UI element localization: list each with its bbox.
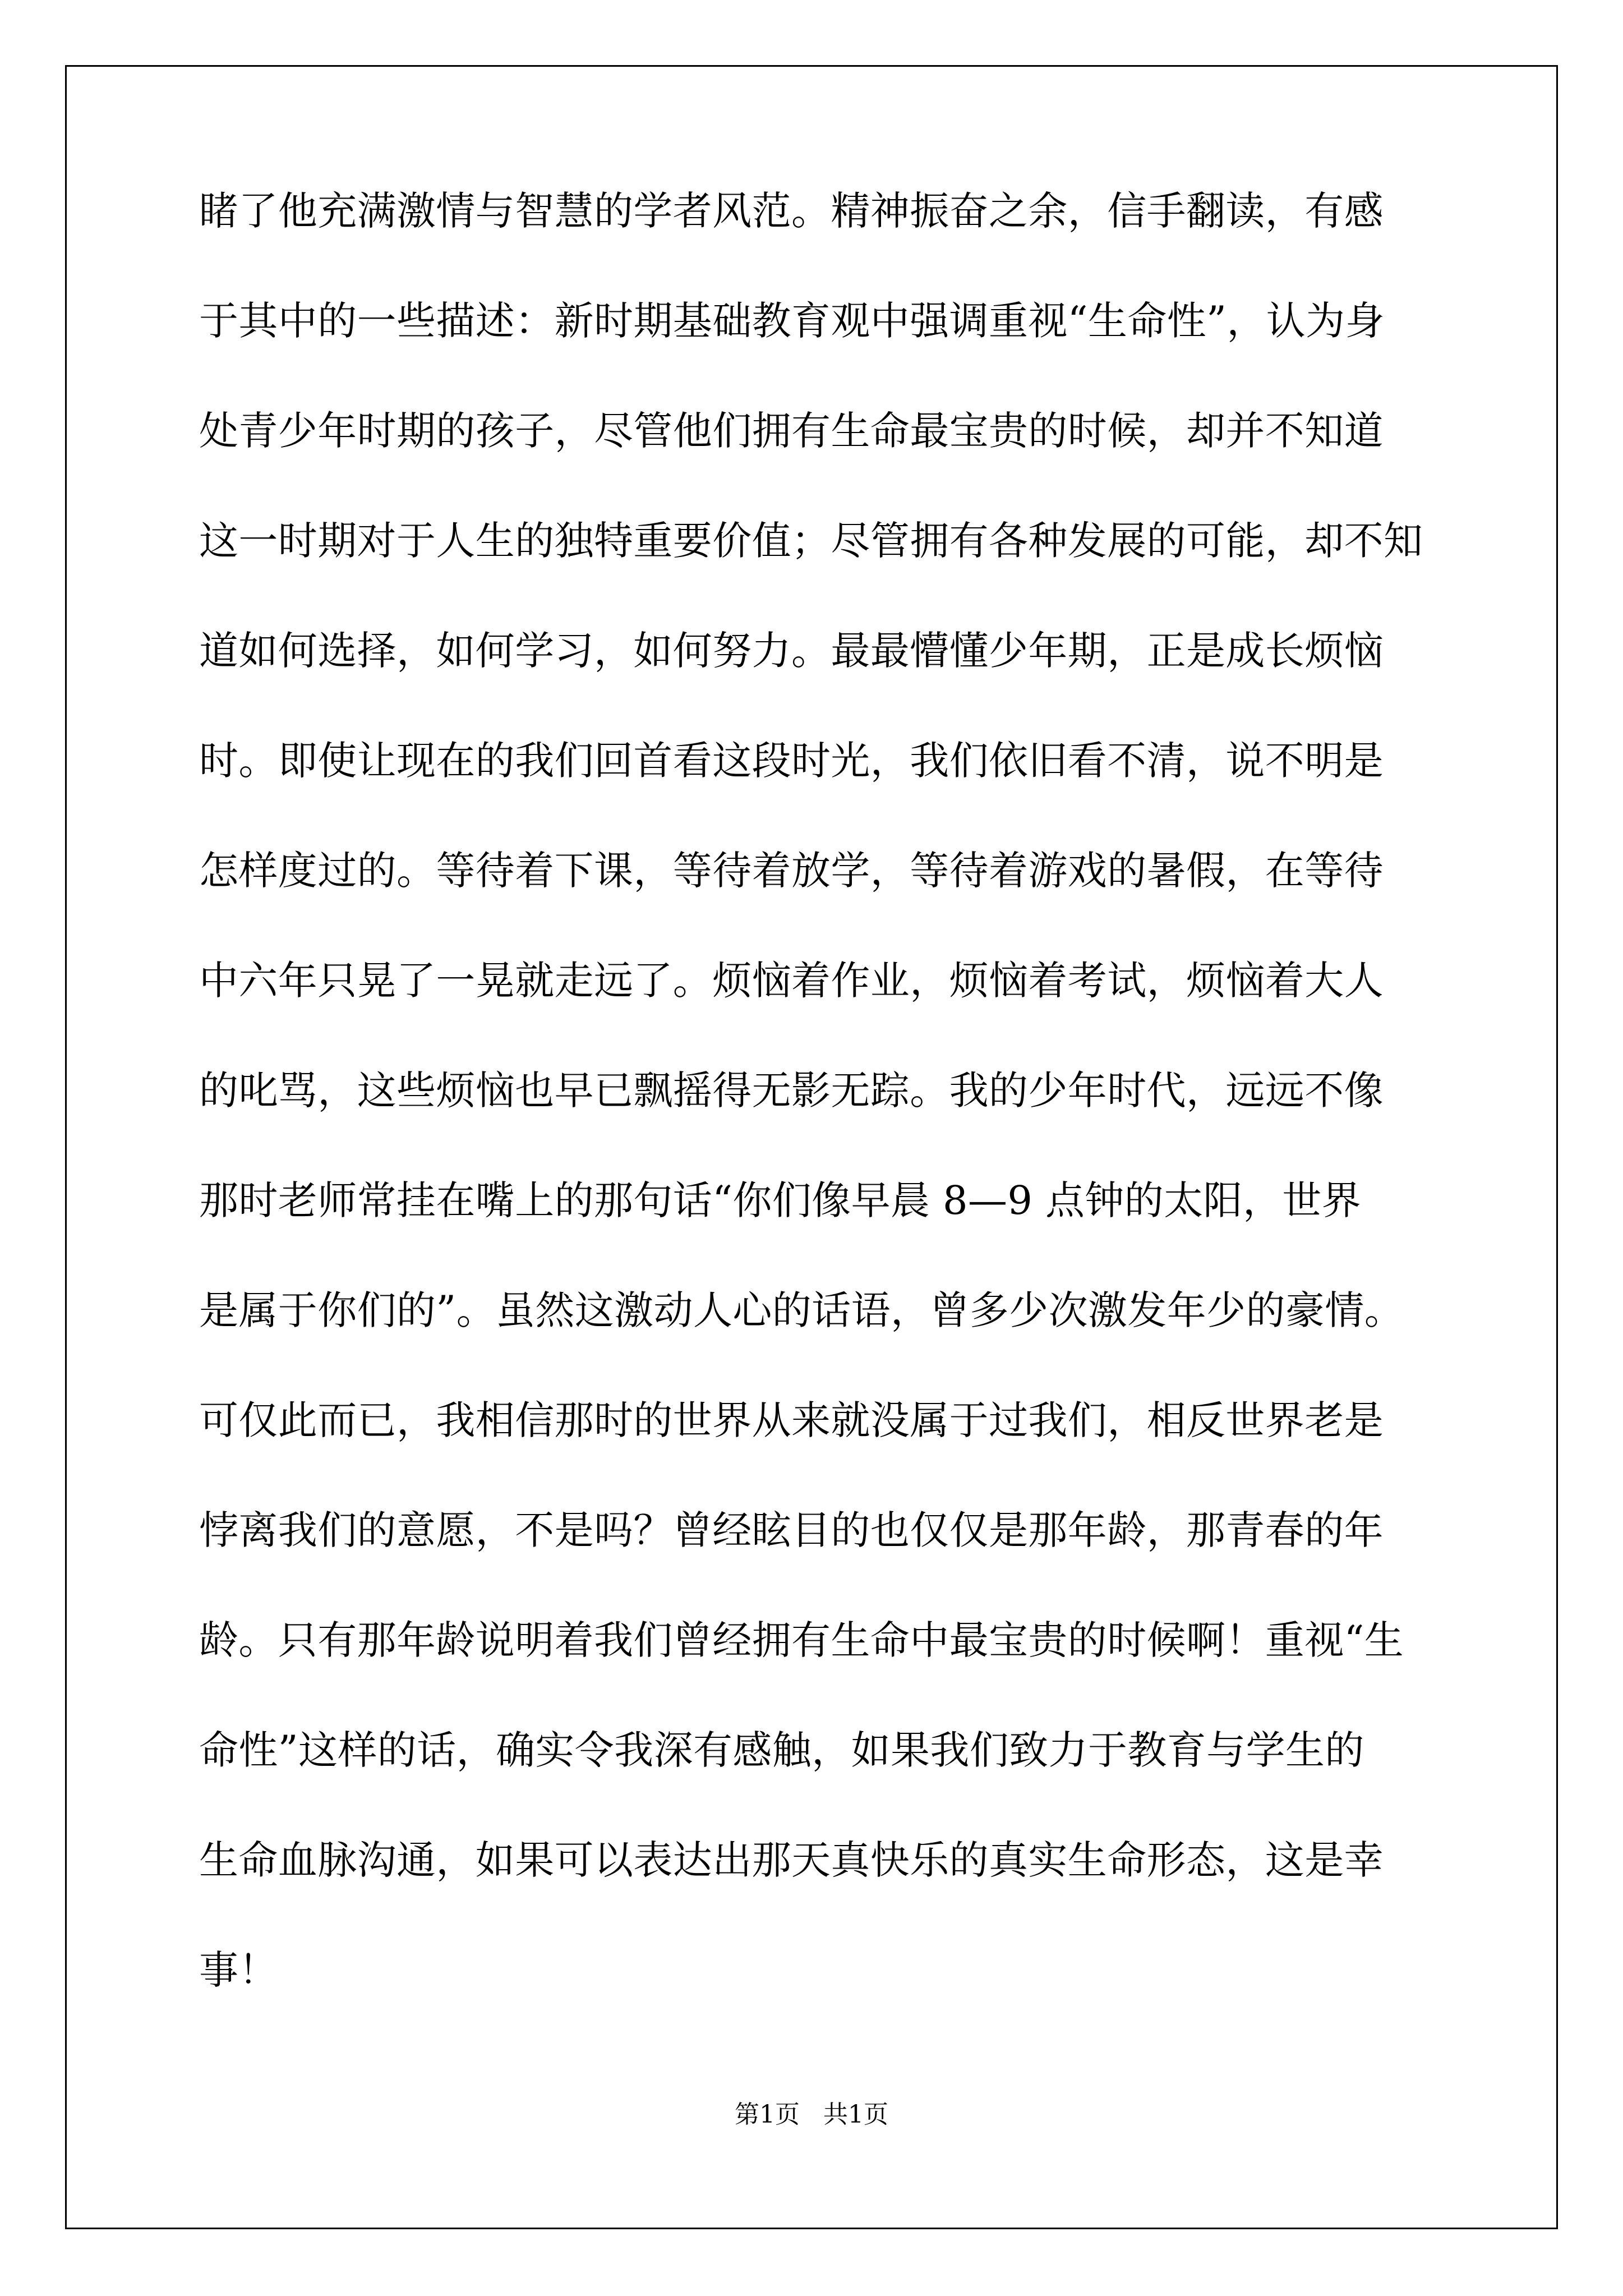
- text-line-13: 悖离我们的意愿，不是吗？曾经眩目的也仅仅是那年龄，那青春的年: [199, 1507, 1384, 1553]
- document-body: [199, 188, 1489, 2025]
- text-line-9: 的叱骂，这些烦恼也早已飘摇得无影无踪。我的少年时代，远远不像: [199, 1068, 1384, 1114]
- text-line-16: 生命血脉沟通，如果可以表达出那天真快乐的真实生命形态，这是幸: [199, 1837, 1384, 1883]
- text-line-2: 于其中的一些描述：新时期基础教育观中强调重视“生命性”，认为身: [199, 298, 1385, 344]
- text-line-3: 处青少年时期的孩子，尽管他们拥有生命最宝贵的时候，却并不知道: [199, 408, 1384, 454]
- text-line-1: 睹了他充满激情与智慧的学者风范。精神振奋之余，信手翻读，有感: [199, 188, 1384, 234]
- text-line-5: 道如何选择，如何学习，如何努力。最最懵懂少年期，正是成长烦恼: [199, 628, 1384, 674]
- page-footer: 第1页 共1页: [735, 2100, 888, 2129]
- text-line-4: 这一时期对于人生的独特重要价值；尽管拥有各种发展的可能，却不知: [199, 518, 1423, 564]
- text-line-15: 命性”这样的话，确实令我深有感触，如果我们致力于教育与学生的: [199, 1727, 1364, 1773]
- text-line-6: 时。即使让现在的我们回首看这段时光，我们依旧看不清，说不明是: [199, 738, 1384, 784]
- text-line-12: 可仅此而已，我相信那时的世界从来就没属于过我们，相反世界老是: [199, 1397, 1384, 1443]
- text-line-14: 龄。只有那年龄说明着我们曾经拥有生命中最宝贵的时候啊！重视“生: [199, 1617, 1404, 1663]
- text-line-17: 事！: [199, 1947, 278, 1993]
- text-line-10: 那时老师常挂在嘴上的那句话“你们像早晨 8—9 点钟的太阳，世界: [199, 1177, 1362, 1223]
- text-line-11: 是属于你们的”。虽然这激动人心的话语，曾多少次激发年少的豪情。: [199, 1287, 1404, 1333]
- text-line-8: 中六年只晃了一晃就走远了。烦恼着作业，烦恼着考试，烦恼着大人: [199, 958, 1384, 1004]
- text-line-7: 怎样度过的。等待着下课，等待着放学，等待着游戏的暑假，在等待: [199, 848, 1384, 894]
